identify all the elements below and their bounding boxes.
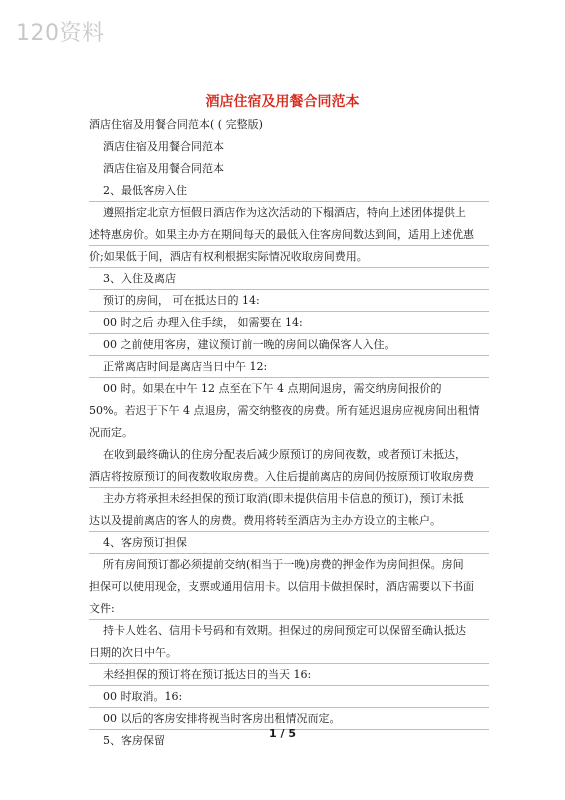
paragraph-line: 述特惠房价。如果主办方在期间每天的最低入住客房间数达到间，适用上述优惠 [89,224,489,246]
paragraph-line: 担保可以使用现金，支票或通用信用卡。以信用卡做担保时，酒店需要以下书面 [89,580,474,593]
paragraph-line: 价;如果低于间，酒店有权利根据实际情况收取房间费用。 [89,246,489,268]
paragraph-line: 3、入住及离店 [89,268,489,290]
paragraph-line: 00 时。如果在中午 12 点至在下午 4 点期间退房，需交纳房间报价的 [103,382,442,395]
document-title: 酒店住宿及用餐合同范本 [205,94,360,110]
paragraph-line: 酒店住宿及用餐合同范本( ( 完整版) [89,118,263,131]
paragraph-line: 酒店将按原预订的间夜数收取房费。入住后提前离店的房间仍按原预订收取房费 [89,466,489,488]
paragraph-line: 酒店住宿及用餐合同范本 [103,140,224,153]
watermark: 120资料 [16,21,105,46]
paragraph-line: 主办方将承担未经担保的预订取消(即未提供信用卡信息的预订)，预订未抵 [103,492,464,505]
paragraph-line: 在收到最终确认的住房分配表后减少原预订的房间夜数，或者预订未抵达， [103,448,466,461]
paragraph-line: 5、客房保留 [103,734,165,747]
paragraph-line: 正常离店时间是离店当日中午 12: [89,356,489,378]
paragraph-line: 所有房间预订都必须提前交纳(相当于一晚)房费的押金作为房间担保。房间 [103,558,464,571]
paragraph-line: 遵照指定北京方恒假日酒店作为这次活动的下榻酒店，特向上述团体提供上 [103,206,466,219]
paragraph-line: 况而定。 [89,426,133,439]
paragraph-line: 00 之前使用客房，建议预订前一晚的房间以确保客人入住。 [89,334,489,356]
paragraph-line: 00 时之后 办理入住手续， 如需要在 14: [89,312,489,334]
paragraph-line: 日期的次日中午。 [89,642,489,664]
paragraph-line: 预订的房间， 可在抵达日的 14: [89,290,489,312]
paragraph-line: 达以及提前离店的客人的房费。费用将转至酒店为主办方设立的主帐户。 [89,510,489,532]
paragraph-line: 未经担保的预订将在预订抵达日的当天 16: [89,664,489,686]
paragraph-line: 00 时取消。16: [89,686,489,708]
page-number: 1 / 5 [269,727,296,740]
paragraph-line: 酒店住宿及用餐合同范本 [103,162,224,175]
paragraph-line: 2、最低客房入住 [89,180,489,202]
paragraph-line: 50%。若迟于下午 4 点退房，需交纳整夜的房费。所有延迟退房应视房间出租情 [89,404,480,417]
paragraph-line: 持卡人姓名、信用卡号码和有效期。担保过的房间预定可以保留至确认抵达 [103,624,466,637]
document-body [89,114,489,752]
paragraph-line: 文件: [89,598,489,620]
paragraph-line: 4、客房预订担保 [89,532,489,554]
paragraph-line: 00 以后的客房安排将视当时客房出租情况而定。 [89,708,489,730]
